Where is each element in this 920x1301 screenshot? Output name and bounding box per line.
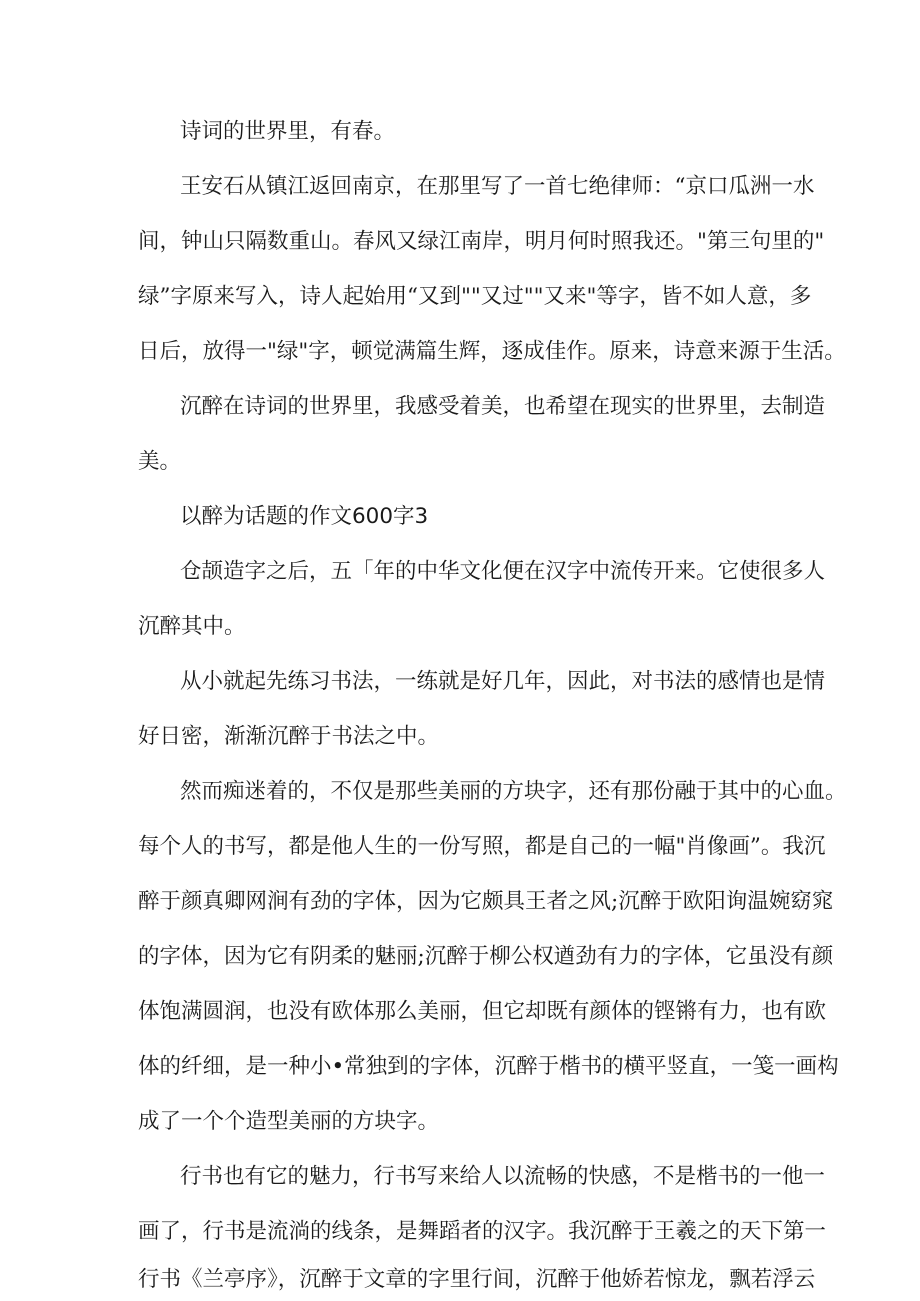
- paragraph-line: 好日密，渐渐沉醉于书法之中。: [138, 724, 440, 749]
- section-heading: 以醉为话题的作文600字3: [180, 504, 429, 529]
- paragraph-line: 日后，放得一"绿"字，顿觉满篇生辉，逐成佳作。原来，诗意来源于生活。: [138, 339, 846, 364]
- paragraph-line: 体饱满圆润，也没有欧体那么美丽，但它却既有颜体的铿锵有力，也有欧: [138, 999, 827, 1024]
- paragraph-line: 行书也有它的魅力，行书写来给人以流畅的快感，不是楷书的一他一: [180, 1164, 826, 1189]
- paragraph-line: 醉于颜真卿网涧有劲的字体，因为它颇具王者之风;沉醉于欧阳询温婉窈窕: [138, 889, 834, 914]
- paragraph-line: 行书《兰亭序》，沉醉于文章的字里行间，沉醉于他娇若惊龙，飘若浮云: [138, 1267, 816, 1292]
- paragraph-line: 体的纤细，是一种小•常独到的字体，沉醉于楷书的横平竖直，一笺一画构: [138, 1054, 839, 1079]
- paragraph-line: 绿”字原来写入，诗人起始用“又到""又过""又来"等字，皆不如人意，多: [138, 284, 812, 309]
- paragraph-line: 沉醉在诗词的世界里，我感受着美，也希望在现实的世界里，去制造: [180, 394, 826, 419]
- paragraph-line: 的字体，因为它有阴柔的魅丽;沉醉于柳公权遒劲有力的字体，它虽没有颜: [138, 944, 834, 969]
- paragraph-line: 王安石从镇江返回南京，在那里写了一首七绝律师：“京口瓜洲一水: [180, 174, 815, 199]
- paragraph-line: 沉醉其中。: [138, 614, 246, 639]
- paragraph-line: 成了一个个造型美丽的方块字。: [138, 1109, 440, 1134]
- paragraph-line: 每个人的书写，都是他人生的一份写照，都是自己的一幅"肖像画”。我沉: [138, 834, 826, 859]
- paragraph-line: 诗词的世界里，有春。: [180, 119, 396, 144]
- paragraph-line: 画了，行书是流淌的线条，是舞蹈者的汉字。我沉醉于王羲之的天下第一: [138, 1219, 827, 1244]
- paragraph-line: 间，钟山只隔数重山。春风又绿江南岸，明月何时照我还。"第三句里的": [138, 229, 825, 254]
- paragraph-line: 美。: [138, 449, 182, 474]
- paragraph-line: 从小就起先练习书法，一练就是好几年，因此，对书法的感情也是情: [180, 669, 826, 694]
- paragraph-line: 仓颉造字之后，五「年的中华文化便在汉字中流传开来。它使很多人: [180, 559, 826, 584]
- paragraph-line: 然而痴迷着的，不仅是那些美丽的方块字，还有那份融于其中的心血。: [180, 779, 847, 804]
